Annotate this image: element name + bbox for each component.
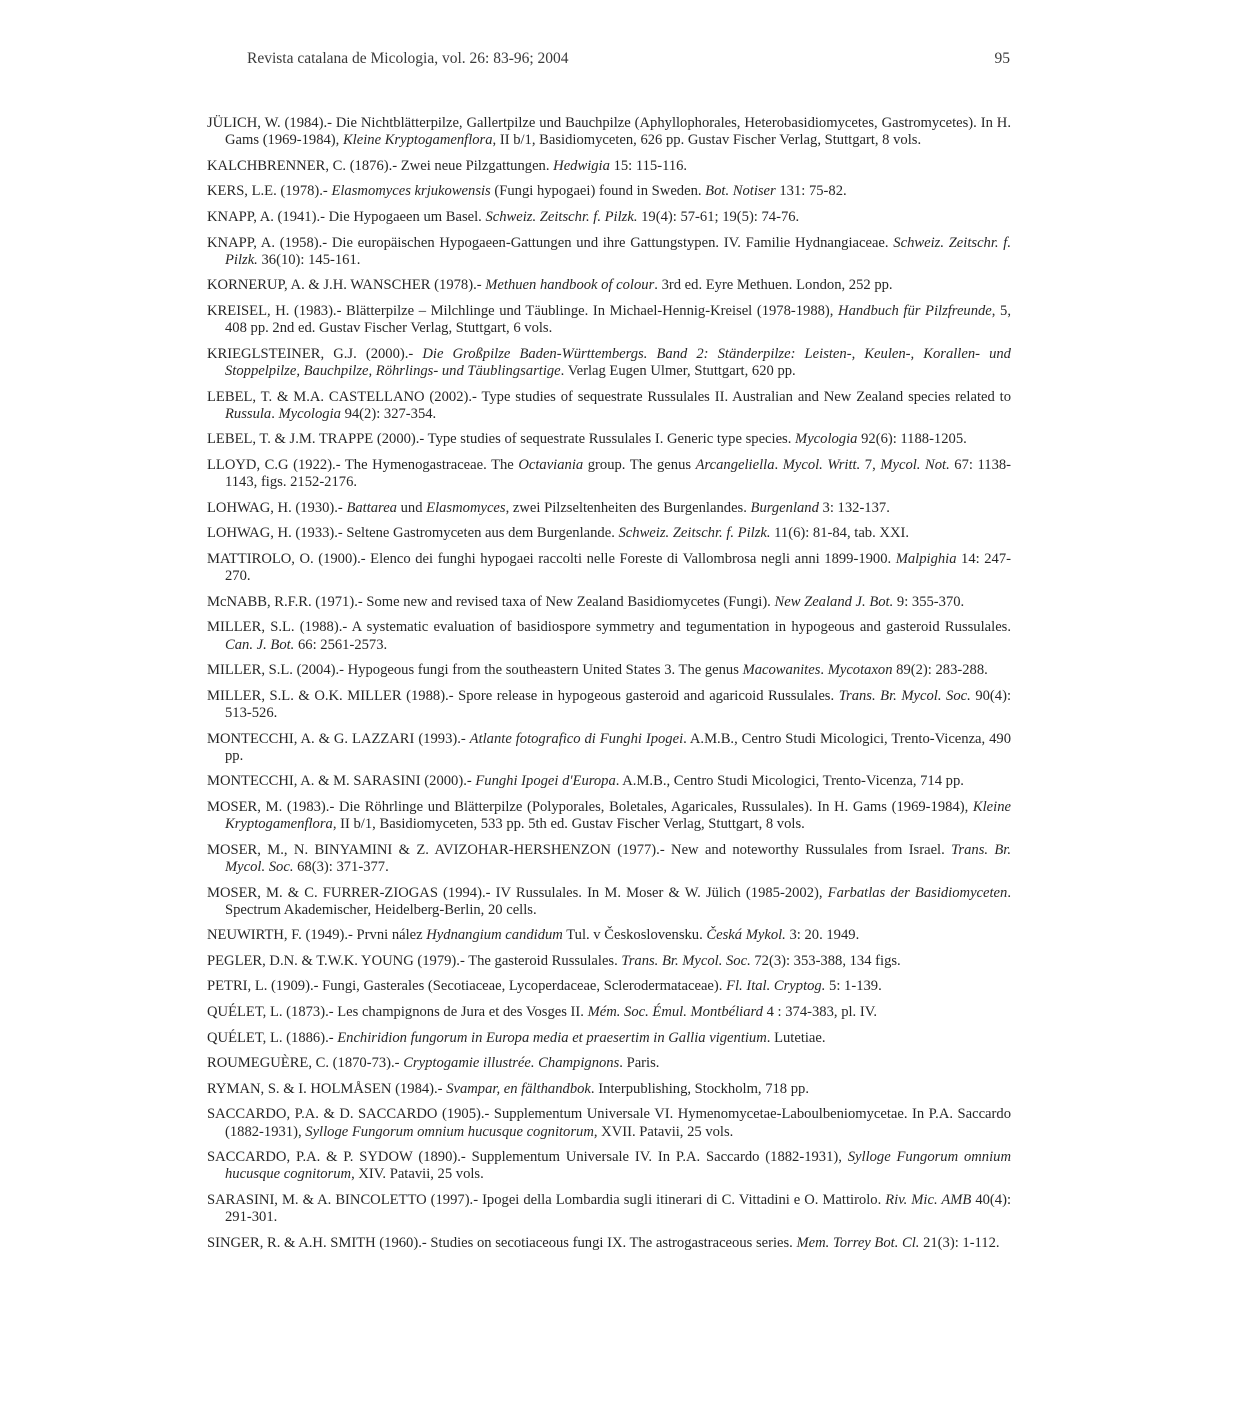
reference-italic-text: Schweiz. Zeitschr. f. Pilzk. [225,234,1011,268]
reference-italic-text: Mycologia [278,405,341,422]
reference-italic-text: Octaviania [518,456,584,473]
reference-italic-text: Fl. Ital. Cryptog. [726,978,826,995]
reference-text: . Spectrum Akademischer, Heidelberg-Berlin, 20 cells. [225,884,1011,918]
reference-italic-text: Farbatlas der Basidiomyceten [827,884,1008,901]
reference-entry [207,209,1011,226]
reference-text: und [396,499,427,516]
reference-text: , 5, 408 pp. 2nd ed. Gustav Fischer Verlag, Stuttgart, 6 vols. [225,302,1011,337]
reference-entry [207,303,1011,337]
reference-entry [207,235,1011,269]
reference-text: . Paris. [619,1055,660,1072]
reference-text: MILLER, S.L. (2004).- Hypogeous fungi from the southeastern United States 3. The genus [207,662,743,679]
reference-text: 89(2): 283-288. [892,662,988,679]
reference-text: . [774,456,783,473]
reference-text: SINGER, R. & A.H. SMITH (1960).- Studies on secotiaceous fungi IX. The astrogastraceous series. [207,1234,797,1251]
reference-entry [207,799,1011,833]
reference-text: QUÉLET, L. (1873).- Les champignons de Jura et des Vosges II. [207,1004,588,1021]
page-number: 95 [994,50,1010,67]
reference-italic-text: Schweiz. Zeitschr. f. Pilzk. [618,525,771,542]
reference-italic-text: Bot. Notiser [705,183,776,200]
reference-italic-text: Arcangeliella [695,456,775,473]
reference-italic-text: Mycol. Not. [880,456,950,473]
reference-italic-text: Burgenland [750,499,819,516]
reference-text: LEBEL, T. & M.A. CASTELLANO (2002).- Type studies of sequestrate Russulales II. Australian and New Zealand species related to [207,388,1011,405]
reference-italic-text: Trans. Br. Mycol. Soc. [838,687,971,704]
reference-text: 19(4): 57-61; 19(5): 74-76. [637,208,800,225]
reference-text: , zwei Pilzseltenheiten des Burgenlandes. [505,499,751,516]
reference-text: 3: 132-137. [818,499,890,516]
reference-text: SACCARDO, P.A. & D. SACCARDO (1905).- Supplementum Universale VI. Hymenomycetae-Laboulbeniomycetae. In P.A. Saccardo (1882-1931), [207,1106,1011,1140]
reference-text: JÜLICH, W. (1984).- Die Nichtblätterpilze, Gallertpilze und Bauchpilze (Aphyllophorales, Heterobasidiomycetes, Gastromycetes). In H. Gams (1969-1984), [207,115,1011,149]
reference-text: ROUMEGUÈRE, C. (1870-73).- [207,1055,404,1072]
reference-text: MILLER, S.L. & O.K. MILLER (1988).- Spore release in hypogeous gasteroid and agaricoid Russulales. [207,687,839,704]
reference-text: 131: 75-82. [775,183,847,200]
reference-entry [207,1055,1011,1072]
reference-text: . Lutetiae. [766,1029,826,1046]
reference-italic-text: Methuen handbook of colour [485,277,655,294]
reference-italic-text: Die Großpilze Baden-Württembergs. Band 2: Ständerpilze: Leisten-, Keulen-, Korallen- und Stoppelpilze, Bauchpilze, Röhrlings- und Täublingsartige [225,345,1011,379]
reference-text: 4 : 374-383, pl. IV. [762,1004,878,1021]
reference-entry [207,389,1011,423]
reference-italic-text: Mycologia [795,431,858,448]
reference-text: LOHWAG, H. (1930).- [207,499,347,516]
reference-text: 14: 247-270. [225,550,1011,585]
reference-text: SARASINI, M. & A. BINCOLETTO (1997).- Ipogei della Lombardia sugli itinerari di C. Vittadini e O. Mattirolo. [207,1192,886,1209]
reference-text: , XIV. Patavii, 25 vols. [351,1166,484,1183]
reference-entry [207,1004,1011,1021]
reference-text: . [271,405,279,422]
reference-entry [207,1149,1011,1183]
reference-text: SACCARDO, P.A. & P. SYDOW (1890).- Supplementum Universale IV. In P.A. Saccardo (1882-1931), [207,1149,848,1166]
reference-text: KORNERUP, A. & J.H. WANSCHER (1978).- [207,277,486,294]
reference-entry [207,457,1011,491]
reference-entry [207,885,1011,919]
reference-entry [207,731,1011,765]
reference-text: MOSER, M., N. BINYAMINI & Z. AVIZOHAR-HERSHENZON (1977).- New and noteworthy Russulales from Israel. [207,841,952,858]
reference-text: . [820,662,828,679]
reference-italic-text: Enchiridion fungorum in Europa media et praesertim in Gallia vigentium [337,1029,767,1046]
reference-entry [207,842,1011,876]
reference-text: KRIEGLSTEINER, G.J. (2000).- [207,345,423,362]
reference-text: QUÉLET, L. (1886).- [207,1029,338,1046]
reference-text: KALCHBRENNER, C. (1876).- Zwei neue Pilzgattungen. [207,157,554,174]
reference-italic-text: Elasmomyces krjukowensis [331,183,491,200]
reference-text: NEUWIRTH, F. (1949).- Prvni nález [207,927,427,944]
reference-italic-text: Mycotaxon [827,662,893,679]
reference-entry [207,277,1011,294]
reference-text: . Verlag Eugen Ulmer, Stuttgart, 620 pp. [560,362,796,379]
reference-text: MOSER, M. (1983).- Die Röhrlinge und Blätterpilze (Polyporales, Boletales, Agaricales, Russulales). In H. Gams (1969-1984), [207,798,973,815]
reference-entry [207,525,1011,542]
reference-text: 5: 1-139. [825,978,882,995]
reference-text: MILLER, S.L. (1988).- A systematic evaluation of basidiospore symmetry and tegumentation in hypogeous and gasteroid Russulales. [207,619,1011,636]
reference-italic-text: Battarea [346,499,397,516]
reference-text: , XVII. Patavii, 25 vols. [593,1123,734,1140]
reference-entry [207,551,1011,585]
reference-list [207,115,1011,1260]
reference-text: , II b/1, Basidiomyceten, 626 pp. Gustav Fischer Verlag, Stuttgart, 8 vols. [492,132,922,149]
reference-text: 92(6): 1188-1205. [857,431,967,448]
reference-entry [207,1235,1011,1252]
reference-italic-text: Riv. Mic. AMB [885,1192,972,1209]
reference-italic-text: Sylloge Fungorum omnium hucusque cognitorum [225,1149,1011,1183]
reference-entry [207,183,1011,200]
reference-italic-text: Kleine Kryptogamenflora [342,132,493,149]
reference-entry [207,1081,1011,1098]
reference-entry [207,662,1011,679]
reference-text: . A.M.B., Centro Studi Micologici, Trento-Vicenza, 490 pp. [225,730,1011,764]
reference-text: (Fungi hypogaei) found in Sweden. [490,183,706,200]
reference-entry [207,431,1011,448]
reference-text: 15: 115-116. [609,157,688,174]
reference-italic-text: Schweiz. Zeitschr. f. Pilzk. [485,208,638,225]
reference-italic-text: Mém. Soc. Émul. Montbéliard [587,1004,763,1021]
reference-entry [207,1192,1011,1226]
reference-entry [207,927,1011,944]
reference-text: 7, [860,456,881,473]
reference-text: 3: 20. 1949. [785,927,860,944]
reference-text: 90(4): 513-526. [225,687,1011,721]
reference-italic-text: Svampar, en fälthandbok [446,1080,591,1097]
reference-text: 9: 355-370. [893,593,965,610]
reference-text: KERS, L.E. (1978).- [207,183,332,200]
reference-entry [207,619,1011,653]
reference-italic-text: Malpighia [895,550,957,567]
reference-text: 40(4): 291-301. [225,1192,1011,1226]
reference-italic-text: Česká Mykol. [706,927,786,944]
running-header [247,50,1010,74]
reference-text: 72(3): 353-388, 134 figs. [750,952,901,969]
reference-text: . A.M.B., Centro Studi Micologici, Trento-Vicenza, 714 pp. [615,773,964,790]
reference-italic-text: Funghi Ipogei d'Europa [475,773,616,790]
reference-text: PETRI, L. (1909).- Fungi, Gasterales (Secotiaceae, Lycoperdaceae, Sclerodermataceae). [207,978,727,995]
reference-italic-text: Trans. Br. Mycol. Soc. [621,952,751,969]
reference-entry [207,594,1011,611]
reference-entry [207,688,1011,722]
reference-text: 67: 1138-1143, figs. 2152-2176. [225,456,1012,491]
reference-entry [207,1030,1011,1047]
reference-text: 21(3): 1-112. [919,1234,1000,1251]
reference-entry [207,978,1011,995]
reference-entry [207,158,1011,175]
reference-italic-text: Macowanites [742,662,821,679]
reference-italic-text: Elasmomyces [426,499,506,516]
reference-entry [207,953,1011,970]
reference-text: 94(2): 327-354. [340,405,437,422]
reference-text: MONTECCHI, A. & G. LAZZARI (1993).- [207,730,470,747]
reference-text: group. The genus [583,456,696,473]
reference-text: LOHWAG, H. (1933).- Seltene Gastromyceten aus dem Burgenlande. [207,525,619,542]
reference-italic-text: New Zealand J. Bot. [774,593,894,610]
reference-text: KNAPP, A. (1958).- Die europäischen Hypogaeen-Gattungen und ihre Gattungstypen. IV. Familie Hydnangiaceae. [207,234,894,251]
reference-entry [207,773,1011,790]
reference-text: RYMAN, S. & I. HOLMÅSEN (1984).- [207,1080,447,1097]
reference-text: . Interpublishing, Stockholm, 718 pp. [590,1080,809,1097]
reference-italic-text: Handbuch für Pilzfreunde [838,302,992,319]
reference-italic-text: Can. J. Bot. [225,636,295,653]
reference-text: KNAPP, A. (1941).- Die Hypogaeen um Basel. [207,208,486,225]
reference-italic-text: Atlante fotografico di Funghi Ipogei [469,730,684,747]
journal-citation: Revista catalana de Micologia, vol. 26: 83-96; 2004 [247,50,569,67]
reference-text: MONTECCHI, A. & M. SARASINI (2000).- [207,773,476,790]
reference-italic-text: Kleine Kryptogamenflora [225,798,1011,833]
reference-italic-text: Hedwigia [553,157,610,174]
reference-italic-text: Trans. Br. Mycol. Soc. [225,841,1011,875]
reference-text: MATTIROLO, O. (1900).- Elenco dei funghi hypogaei raccolti nelle Foreste di Vallombrosa negli anni 1899-1900. [207,550,896,567]
reference-text: 68(3): 371-377. [293,858,389,875]
reference-entry [207,1106,1011,1140]
reference-italic-text: Cryptogamie illustrée. Champignons [403,1055,620,1072]
reference-text: LEBEL, T. & J.M. TRAPPE (2000).- Type studies of sequestrate Russulales I. Generic type species. [207,431,796,448]
reference-entry [207,115,1011,149]
reference-text: McNABB, R.F.R. (1971).- Some new and revised taxa of New Zealand Basidiomycetes (Fungi). [207,593,775,610]
reference-text: . 3rd ed. Eyre Methuen. London, 252 pp. [654,277,893,294]
reference-italic-text: Russula [225,405,272,422]
reference-text: KREISEL, H. (1983).- Blätterpilze – Milchlinge und Täublinge. In Michael-Hennig-Kreisel (1978-1988), [207,302,839,319]
reference-entry [207,346,1011,380]
reference-entry [207,500,1011,517]
reference-text: 11(6): 81-84, tab. XXI. [770,525,909,542]
reference-text: 66: 2561-2573. [294,636,388,653]
reference-text: 36(10): 145-161. [257,251,361,268]
reference-text: LLOYD, C.G (1922).- The Hymenogastraceae. The [207,456,519,473]
reference-italic-text: Mem. Torrey Bot. Cl. [796,1234,920,1251]
reference-text: PEGLER, D.N. & T.W.K. YOUNG (1979).- The gasteroid Russulales. [207,952,622,969]
reference-italic-text: Sylloge Fungorum omnium hucusque cognitorum [305,1123,594,1140]
reference-italic-text: Hydnangium candidum [426,927,563,944]
reference-text: Tul. v Československu. [562,927,707,944]
reference-text: MOSER, M. & C. FURRER-ZIOGAS (1994).- IV Russulales. In M. Moser & W. Jülich (1985-2002), [207,884,828,901]
reference-italic-text: Mycol. Writt. [782,456,861,473]
reference-text: , II b/1, Basidiomyceten, 533 pp. 5th ed. Gustav Fischer Verlag, Stuttgart, 8 vols. [332,816,805,833]
